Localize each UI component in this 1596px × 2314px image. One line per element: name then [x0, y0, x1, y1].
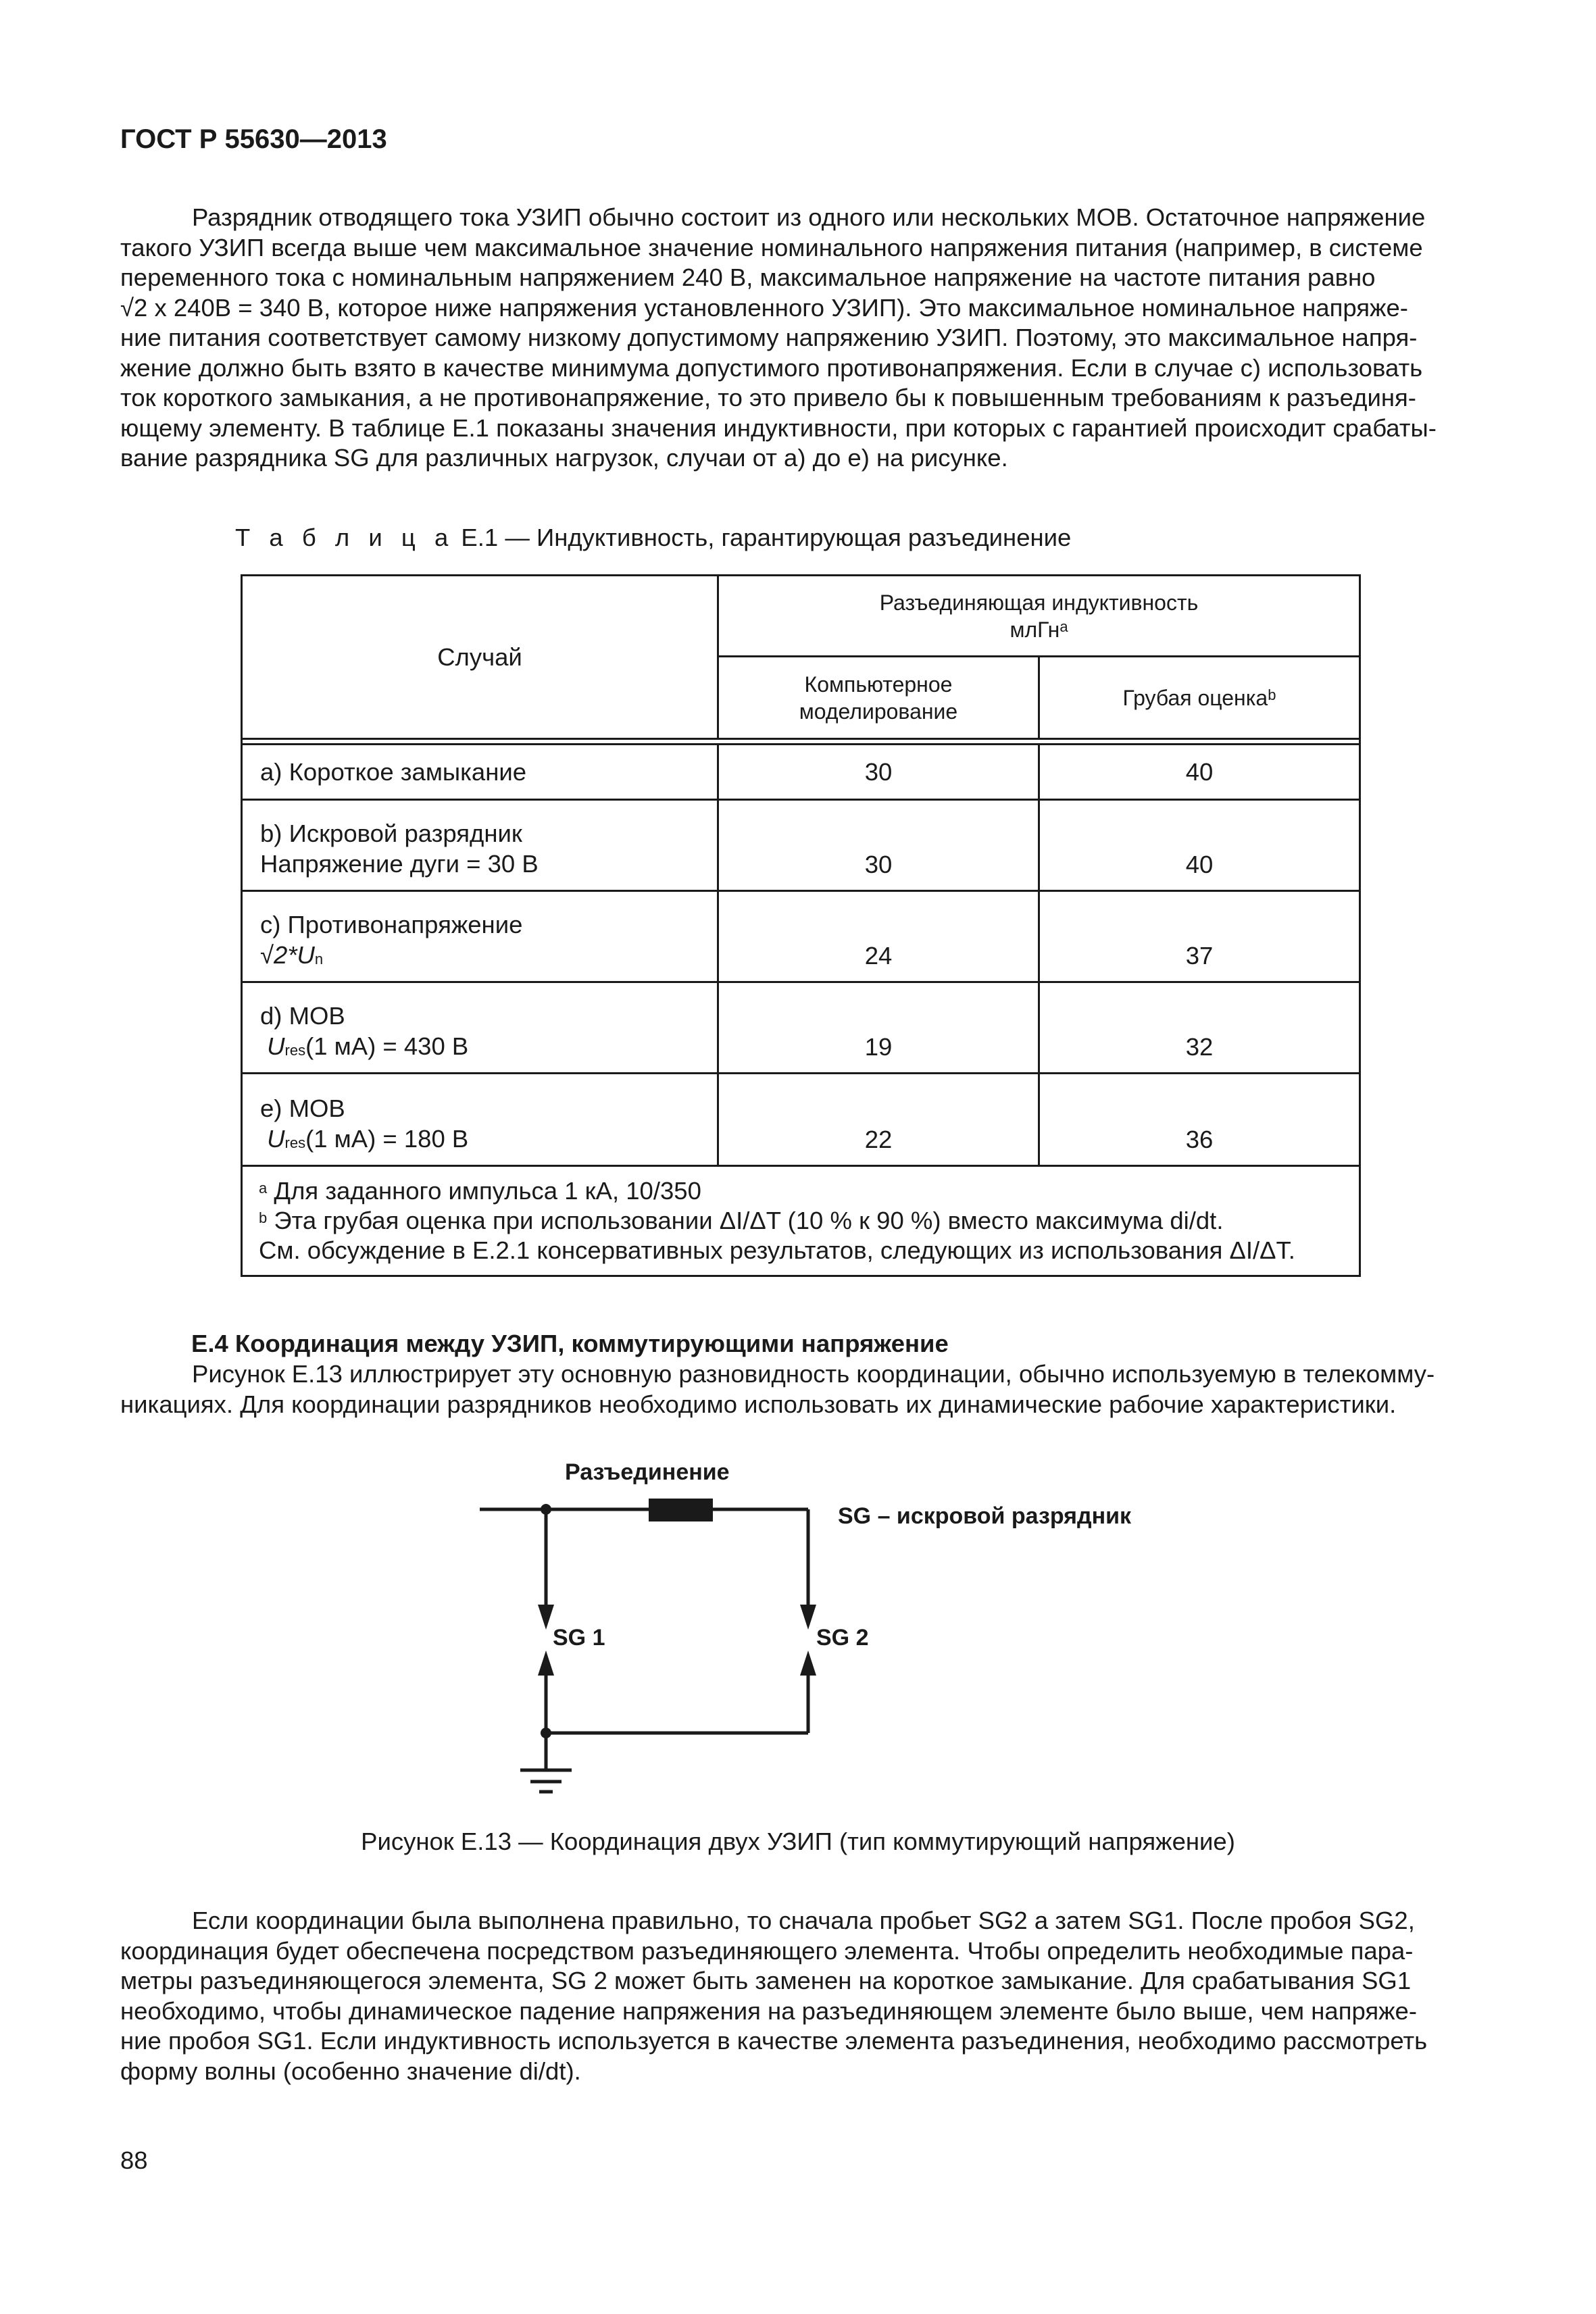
intro-line: вание разрядника SG для различных нагрузок, случаи от а) до е) на рисунке. [120, 444, 1008, 472]
table-caption-text: Е.1 — Индуктивность, гарантирующая разъединение [454, 524, 1072, 551]
intro-line: такого УЗИП всегда выше чем максимальное значение номинального напряжения питания (например, в системе [120, 233, 1423, 261]
section-line: Рисунок Е.13 иллюстрирует эту основную разновидность координации, обычно используемую в телекомму- [192, 1360, 1435, 1388]
footnote-b-cont: См. обсуждение в Е.2.1 консервативных результатов, следующих из использования ΔI/ΔT. [259, 1236, 1295, 1264]
intro-line: Разрядник отводящего тока УЗИП обычно состоит из одного или нескольких MOB. Остаточное напряжение [192, 203, 1426, 231]
junction-dot [541, 1728, 551, 1738]
table-caption-prefix: Т а б л и ц а [235, 524, 455, 551]
header-case: Случай [242, 576, 718, 739]
sg1-arrow-down [538, 1605, 554, 1630]
closing-line: метры разъединяющегося элемента, SG 2 может быть заменен на короткое замыкание. Для срабатывания SG1 [120, 1967, 1412, 1994]
disconnect-element [649, 1499, 713, 1521]
sg1-arrow-up [538, 1651, 554, 1676]
sg2-arrow-down [800, 1605, 816, 1630]
intro-line: ющему элементу. В таблице Е.1 показаны значения индуктивности, при которых с гарантией происходит срабаты- [120, 413, 1437, 442]
label-legend: SG – искровой разрядник [838, 1503, 1132, 1529]
label-disconnect: Разъединение [565, 1459, 730, 1485]
header-rough: Грубая оценка$^b$ [1039, 657, 1360, 739]
figure-caption: Рисунок Е.13 — Координация двух УЗИП (тип коммутирующий напряжение) [361, 1828, 1235, 1855]
closing-line: ние пробоя SG1. Если индуктивность используется в качестве элемента разъединения, необходимо рассмотреть [120, 2027, 1428, 2055]
table-row: b) Искровой разрядник Напряжение дуги = 30 В 30 40 [242, 800, 1360, 891]
footnote-a: $^a$ Для заданного импульса 1 кА, 10/350 [259, 1177, 701, 1205]
closing-line: форму волны (особенно значение di/dt). [120, 2057, 581, 2085]
intro-line: ние питания соответствует самому низкому допустимому напряжению УЗИП. Поэтому, это максимальное напря- [120, 324, 1418, 351]
table-row: e) MOB $U_{res}(1$ мА) = 180 В 22 36 [242, 1074, 1360, 1166]
label-sg2: SG 2 [816, 1625, 869, 1651]
junction-dot [541, 1504, 551, 1515]
closing-paragraph [120, 1906, 1476, 2086]
header-group: Разъединяющая индуктивность млГн$^a$ [718, 576, 1360, 657]
header-model: Компьютерное моделирование [718, 657, 1039, 739]
page-number: 88 [120, 2146, 148, 2174]
closing-line: координация будет обеспечена посредством разъединяющего элемента. Чтобы определить необходимые пара- [120, 1936, 1414, 1965]
intro-line: ток короткого замыкания, а не противонапряжение, то это привело бы к повышенным требованиям к разъединя- [120, 384, 1416, 411]
sg2-arrow-up [800, 1651, 816, 1676]
table-row: а) Короткое замыкание 30 40 [242, 745, 1360, 800]
footnote-b: $^b$ Эта грубая оценка при использовании ΔI/ΔT (10 % к 90 %) вместо максимума di/dt. [259, 1207, 1224, 1234]
section-line: никациях. Для координации разрядников необходимо использовать их динамические рабочие характеристики. [120, 1390, 1397, 1418]
section-heading: Е.4 Координация между УЗИП, коммутирующими напряжение [191, 1330, 949, 1357]
table-row: d) MOB $U_{res}(1$ мА) = 430 В 19 32 [242, 982, 1360, 1074]
closing-line: Если координации была выполнена правильно, то сначала пробьет SG2 а затем SG1. После пробоя SG2, [192, 1907, 1415, 1934]
label-sg1: SG 1 [553, 1625, 605, 1651]
intro-line: переменного тока с номинальным напряжением 240 В, максимальное напряжение на частоте питания равно [120, 263, 1376, 291]
document-id: ГОСТ Р 55630—2013 [120, 124, 387, 154]
closing-line: необходимо, чтобы динамическое падение напряжения на разъединяющем элементе было выше, чем напряже- [120, 1996, 1418, 2025]
table-row: c) Противонапряжение $√2*U_n$ 24 37 [242, 891, 1360, 982]
intro-line: √2 x 240В = 340 В, которое ниже напряжения установленного УЗИП). Это максимальное номинальное напряже- [120, 293, 1408, 322]
intro-line: жение должно быть взято в качестве минимума допустимого противонапряжения. Если в случае с) использовать [120, 353, 1423, 382]
